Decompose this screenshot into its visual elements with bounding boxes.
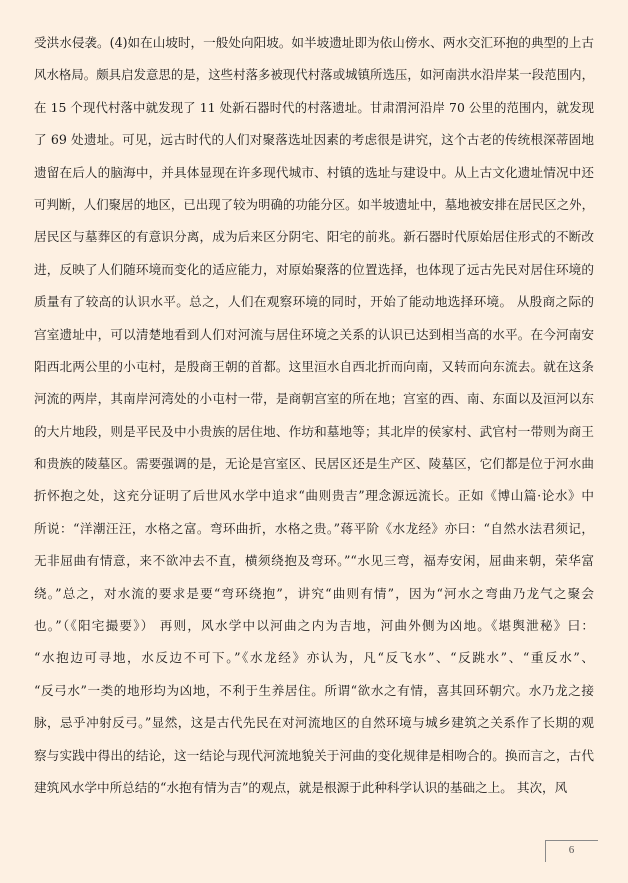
text-line: 可判断，人们聚居的地区，已出现了较为明确的功能分区。如半坡遗址中，墓地被安排在居民区之外，	[34, 196, 594, 212]
text-line: 脉，忌乎冲射反弓。”显然，这是古代先民在对河流地区的自然环境与城乡建筑之关系作了长期的观	[34, 715, 594, 731]
text-line: 遗留在后人的脑海中，并具体显现在许多现代城市、村镇的选址与建设中。从上古文化遗址情况中还	[34, 164, 594, 180]
text-line: 建筑风水学中所总结的“水抱有情为吉”的观点，就是根源于此种科学认识的基础之上。 其次，风	[34, 779, 568, 795]
text-line: 风水格局。颇具启发意思的是，这些村落多被现代村落或城镇所选压，如河南洪水沿岸某一段范围内，	[34, 67, 594, 83]
text-line: 和贵族的陵墓区。需要强调的是，无论是宫室区、民居区还是生产区、陵墓区，它们都是位于河水曲	[34, 456, 594, 472]
text-line: 在 15 个现代村落中就发现了 11 处新石器时代的村落遗址。甘肃渭河沿岸 70 公里的范围内，就发现	[34, 99, 594, 115]
text-line: 的大片地段，则是平民及中小贵族的居住地、作坊和墓地等；其北岸的侯家村、武官村一带则为商王	[34, 423, 594, 439]
text-line: 了 69 处遗址。可见，远古时代的人们对聚落选址因素的考虑很是讲究，这个古老的传统根深蒂固地	[34, 132, 594, 148]
text-line: 居民区与墓葬区的有意识分离，成为后来区分阴宅、阳宅的前兆。新石器时代原始居住形式的不断改	[34, 229, 594, 245]
text-line: 所说：“洋潮汪汪，水格之富。弯环曲折，水格之贵。”蒋平阶《水龙经》亦曰：“自然水法君须记，	[34, 520, 594, 536]
text-line: “水抱边可寻地，水反边不可下。”《水龙经》亦认为，凡“反飞水”、“反跳水”、“重反水”、	[34, 650, 594, 666]
text-line: 阳西北两公里的小屯村，是殷商王朝的首都。这里洹水自西北折而向南，又转而向东流去。就在这条	[34, 358, 594, 374]
document-body	[34, 34, 594, 811]
text-line: 也。”（《阳宅撮要》） 再则，风水学中以河曲之内为吉地，河曲外侧为凶地。《堪舆泄秘》曰：	[34, 618, 594, 634]
text-line: 河流的两岸，其南岸河湾处的小屯村一带，是商朝宫室的所在地；宫室的西、南、东面以及洹河以东	[34, 391, 594, 407]
text-line: 质量有了较高的认识水平。总之，人们在观察环境的同时，开始了能动地选择环境。 从殷商之际的	[34, 294, 594, 310]
text-line: 绕。”总之，对水流的要求是要“弯环绕抱”，讲究“曲则有情”，因为“河水之弯曲乃龙气之聚会	[34, 585, 594, 601]
text-line: 无非屈曲有情意，来不欲冲去不直，横须绕抱及弯环。”“水见三弯，福寿安闲，屈曲来朝，荣华富	[34, 553, 594, 569]
text-line: 受洪水侵袭。(4)如在山坡时，一般处向阳坡。如半坡遗址即为依山傍水、两水交汇环抱的典型的上古	[34, 35, 594, 50]
page-number: 6	[568, 844, 575, 856]
text-line: “反弓水”一类的地形均为凶地，不利于生养居住。所谓“欲水之有情，喜其回环朝穴。水乃龙之接	[34, 682, 594, 698]
text-line: 折怀抱之处，这充分证明了后世风水学中追求“曲则贵吉”理念源远流长。正如《博山篇·论水》中	[34, 488, 594, 504]
text-line: 察与实践中得出的结论，这一结论与现代河流地貌关于河曲的变化规律是相吻合的。换而言之，古代	[34, 747, 594, 763]
text-line: 宫室遗址中，可以清楚地看到人们对河流与居住环境之关系的认识已达到相当高的水平。在今河南安	[34, 326, 594, 342]
text-line: 进，反映了人们随环境而变化的适应能力，对原始聚落的位置选择，也体现了远古先民对居住环境的	[34, 261, 594, 277]
